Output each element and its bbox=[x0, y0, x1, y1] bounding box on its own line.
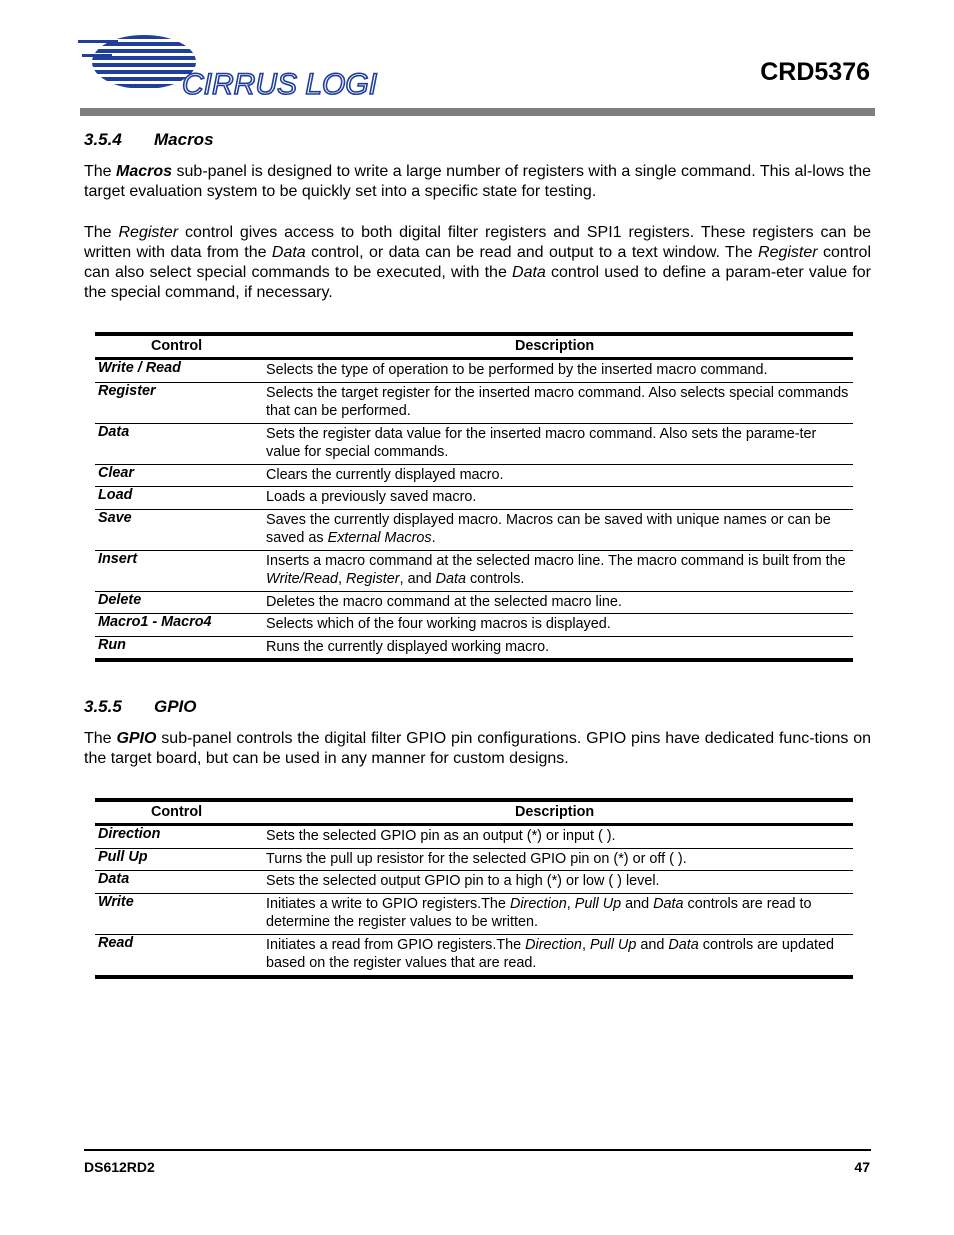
text-run: sub-panel is designed to write a large number of registers with a single command. This al-lows the target evaluation system to be quickly set into a specific state for testing. bbox=[84, 163, 871, 200]
section-heading-macros bbox=[84, 130, 214, 150]
cirrus-logic-logo bbox=[78, 32, 378, 102]
control-name: Macro1 - Macro4 bbox=[98, 614, 212, 630]
control-description bbox=[266, 383, 853, 423]
text-run: Selects which of the four working macros is displayed. bbox=[266, 616, 611, 632]
text-run: , bbox=[566, 895, 575, 912]
text-run: The bbox=[84, 163, 117, 180]
table-row bbox=[95, 894, 853, 935]
italic-term: Data bbox=[435, 571, 466, 587]
control-name: Delete bbox=[98, 591, 142, 608]
section-heading-gpio bbox=[84, 697, 197, 717]
section-number: 3.5.5 bbox=[84, 697, 122, 716]
control-description bbox=[266, 894, 853, 934]
column-header-description: Description bbox=[515, 338, 595, 354]
table-row bbox=[95, 465, 853, 488]
control-description bbox=[266, 592, 853, 614]
text-run: Turns the pull up resistor for the selected GPIO pin on (*) or off ( ). bbox=[266, 850, 687, 867]
header-rule bbox=[80, 108, 875, 116]
text-run: Clears the currently displayed macro. bbox=[266, 466, 504, 483]
text-run: Selects the target register for the inserted macro command. Also selects special commands that can be performed. bbox=[266, 384, 849, 419]
control-name: Clear bbox=[98, 464, 134, 481]
table-row bbox=[95, 510, 853, 551]
italic-term: Register bbox=[345, 571, 400, 587]
table-row bbox=[95, 424, 853, 465]
italic-term: Direction bbox=[525, 936, 582, 953]
macros-table bbox=[95, 332, 853, 662]
column-header-control: Control bbox=[151, 804, 203, 820]
control-description bbox=[266, 935, 853, 975]
footer-page-number: 47 bbox=[854, 1159, 870, 1175]
control-name: Load bbox=[98, 487, 133, 503]
section-title: GPIO bbox=[154, 697, 197, 716]
text-run: Inserts a macro command at the selected macro line. The macro command is built from the bbox=[266, 552, 846, 569]
text-run: Loads a previously saved macro. bbox=[266, 489, 477, 505]
table-row bbox=[95, 360, 853, 383]
text-run: control can also select special commands to be executed, with the bbox=[84, 244, 872, 281]
macros-paragraph-1 bbox=[84, 162, 871, 202]
text-run: controls are read to determine the register values to be written. bbox=[266, 895, 812, 930]
text-run: , and bbox=[399, 571, 436, 587]
table-row bbox=[95, 592, 853, 615]
table-row bbox=[95, 614, 853, 637]
text-run: sub-panel controls the digital filter GPIO pin configurations. GPIO pins have dedicated func-tions on the target board, but can be used in any manner for custom designs. bbox=[84, 730, 872, 767]
text-run: controls are updated based on the register values that are read. bbox=[266, 936, 834, 971]
text-run: and bbox=[636, 936, 669, 953]
italic-term: Write/Read bbox=[266, 571, 338, 587]
control-description bbox=[266, 551, 853, 591]
control-name: Pull Up bbox=[98, 848, 148, 865]
control-name: Data bbox=[98, 871, 130, 887]
control-description bbox=[266, 826, 853, 848]
table-body bbox=[95, 826, 853, 979]
text-run: Sets the selected GPIO pin as an output (*) or input ( ). bbox=[266, 828, 616, 844]
control-name: Run bbox=[98, 636, 126, 653]
footer-rule bbox=[84, 1149, 871, 1151]
text-run: control, or data can be read and output to a text window. The bbox=[305, 244, 759, 261]
text-run: The bbox=[84, 224, 119, 241]
control-name: Direction bbox=[98, 826, 161, 842]
control-description bbox=[266, 510, 853, 550]
table-row bbox=[95, 383, 853, 424]
text-run: Initiates a read from GPIO registers.The bbox=[266, 936, 526, 953]
control-description bbox=[266, 465, 853, 487]
bold-italic-term: Macros bbox=[116, 163, 173, 180]
table-row bbox=[95, 871, 853, 894]
italic-term: Data bbox=[653, 895, 684, 912]
italic-term: Pull Up bbox=[589, 936, 637, 953]
document-title: CRD5376 bbox=[760, 58, 870, 86]
table-row bbox=[95, 935, 853, 979]
italic-term: Register bbox=[758, 244, 818, 261]
text-run: , bbox=[581, 936, 590, 953]
logo-text: CIRRUS LOGIC bbox=[182, 68, 378, 101]
table-body bbox=[95, 360, 853, 662]
table-row bbox=[95, 487, 853, 510]
italic-term: External Macros bbox=[327, 530, 432, 546]
table-header bbox=[95, 798, 853, 826]
control-name: Data bbox=[98, 423, 130, 440]
control-description bbox=[266, 637, 853, 659]
control-name: Save bbox=[98, 509, 132, 526]
macros-paragraph-2 bbox=[84, 223, 871, 303]
section-title: Macros bbox=[154, 130, 214, 149]
italic-term: Pull Up bbox=[574, 895, 622, 912]
text-run: control used to define a param-eter value for the special command, if necessary. bbox=[84, 264, 871, 301]
table-row bbox=[95, 849, 853, 872]
control-name: Register bbox=[98, 382, 156, 399]
control-description bbox=[266, 487, 853, 509]
text-run: Runs the currently displayed working macro. bbox=[266, 638, 550, 655]
italic-term: Data bbox=[271, 244, 306, 261]
text-run: Deletes the macro command at the selected macro line. bbox=[266, 593, 622, 610]
control-name: Read bbox=[98, 934, 134, 951]
text-run: . bbox=[431, 530, 436, 546]
gpio-paragraph-1 bbox=[84, 729, 871, 769]
table-row bbox=[95, 826, 853, 849]
control-description bbox=[266, 871, 853, 893]
control-description bbox=[266, 614, 853, 636]
column-header-control: Control bbox=[151, 338, 203, 354]
table-header bbox=[95, 332, 853, 360]
control-name: Write / Read bbox=[98, 360, 181, 376]
text-run: , bbox=[337, 571, 346, 587]
text-run: Sets the selected output GPIO pin to a high (*) or low ( ) level. bbox=[266, 873, 660, 889]
italic-term: Data bbox=[668, 936, 699, 953]
italic-term: Data bbox=[512, 264, 546, 281]
control-description bbox=[266, 424, 853, 464]
control-description bbox=[266, 849, 853, 871]
text-run: Selects the type of operation to be performed by the inserted macro command. bbox=[266, 362, 768, 378]
text-run: control gives access to both digital filter registers and SPI1 registers. These registers can be written with data from the bbox=[84, 224, 871, 261]
column-header-description: Description bbox=[515, 804, 595, 820]
control-name: Insert bbox=[98, 550, 138, 567]
control-name: Write bbox=[98, 893, 134, 910]
footer-document-id: DS612RD2 bbox=[84, 1159, 155, 1175]
text-run: Sets the register data value for the inserted macro command. Also sets the parame-ter value for special commands. bbox=[266, 425, 817, 460]
section-number: 3.5.4 bbox=[84, 130, 122, 149]
table-row bbox=[95, 637, 853, 663]
text-run: and bbox=[621, 895, 654, 912]
text-run: The bbox=[84, 730, 117, 747]
table-row bbox=[95, 551, 853, 592]
gpio-table bbox=[95, 798, 853, 979]
italic-term: Direction bbox=[509, 895, 567, 912]
text-run: controls. bbox=[466, 571, 525, 587]
text-run: Initiates a write to GPIO registers.The bbox=[266, 895, 510, 912]
bold-italic-term: GPIO bbox=[116, 730, 157, 747]
text-run: Saves the currently displayed macro. Macros can be saved with unique names or can be saved as bbox=[266, 511, 831, 546]
control-description bbox=[266, 360, 853, 382]
italic-term: Register bbox=[118, 224, 179, 241]
